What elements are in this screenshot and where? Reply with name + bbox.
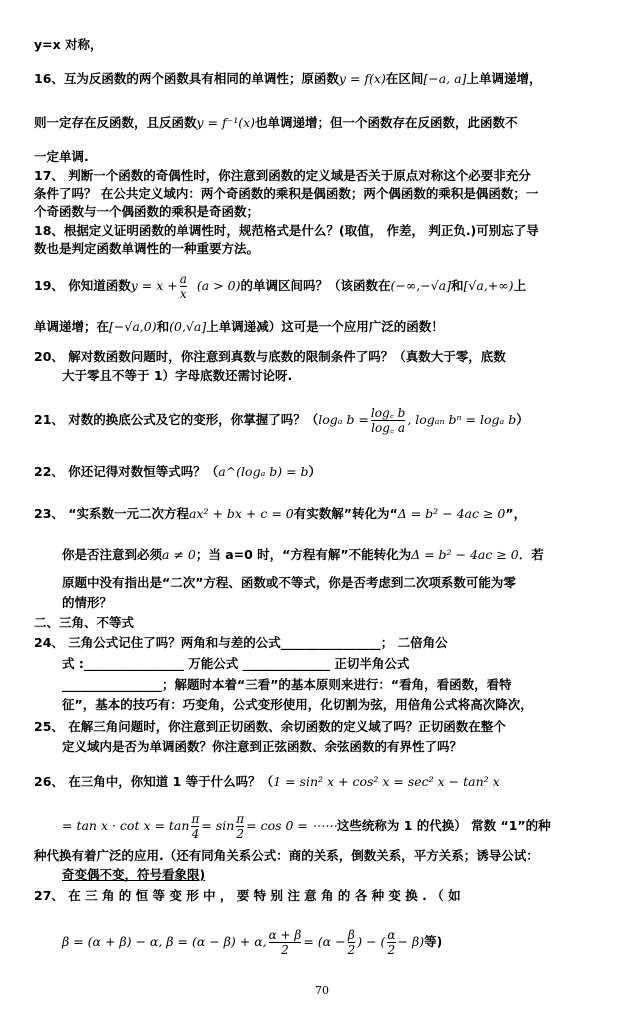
item-23-line-3: 原题中没有指出是“二次”方程、函数或不等式，你是否考虑到二次项系数可能为零 xyxy=(62,575,516,590)
item-23-line-1: 23、 “实系数一元二次方程ax² + bx + c = 0有实数解”转化为“Δ = b² − 4ac ≥ 0”， xyxy=(34,506,527,521)
text-line: y=x 对称， xyxy=(34,37,103,52)
item-24-line-1: 24、 三角公式记住了吗？两角和与差的公式________________； 二倍角公 xyxy=(34,635,448,650)
item-24-line-4: 征”，基本的技巧有：巧变角，公式变形使用，化切割为弦，用倍角公式将高次降次， xyxy=(62,697,533,712)
item-23-line-4: 的情形？ xyxy=(62,595,113,610)
item-25-line-2: 定义域内是否为单调函数？你注意到正弦函数、余弦函数的有界性了吗？ xyxy=(62,739,463,754)
item-22-line: 22、 你还记得对数恒等式吗？（a^(logₐ b) = b） xyxy=(34,464,322,479)
item-17-line-1: 17、 判断一个函数的奇偶性时，你注意到函数的定义域是否关于原点对称这个必要非充分 xyxy=(34,168,531,183)
item-19-line-1: 19、 你知道函数y = x + $\frac{a}{x}$ (a > 0)的单调区间吗？（该函数在(−∞,−√a]和[√a,+∞)上 xyxy=(34,272,527,301)
page-number: 70 xyxy=(315,984,329,997)
item-19-line-2: 单调递增；在[−√a,0)和(0,√a]上单调递减）这可是一个应用广泛的函数！ xyxy=(34,319,444,334)
item-27-line-2: β = (α + β) − α, β = (α − β) + α, $\frac{\alpha + \beta}{2}$ = (α − $\frac{\beta}{2}$ ) − ( $\frac{\alpha}{2}$ − β)等) xyxy=(62,928,443,957)
fraction: $\frac{\alpha}{2}$ xyxy=(387,928,396,957)
item-17-line-3: 个奇函数与一个偶函数的乘积是奇函数； xyxy=(34,204,260,219)
fraction: $\frac{\beta}{2}$ xyxy=(347,928,356,957)
item-26-line-2: = tan x · cot x = tan $\frac{\pi}{4}$ = sin $\frac{\pi}{2}$ = cos 0 = ⋯⋯这些统称为 1 的代换） 常数 “1”的种 xyxy=(62,812,551,841)
item-26-line-4: 奇变偶不变，符号看象限) xyxy=(62,867,206,882)
item-26-line-3: 种代换有着广泛的应用.（还有同角关系公式：商的关系，倒数关系，平方关系；诱导公试： xyxy=(34,848,539,863)
item-16-line-2: 则一定存在反函数，且反函数y = f⁻¹(x)也单调递增；但一个函数存在反函数，此函数不 xyxy=(34,115,518,130)
item-23-line-2: 你是否注意到必须a ≠ 0；当 a=0 时，“方程有解”不能转化为Δ = b² − 4ac ≥ 0．若 xyxy=(62,547,544,562)
fraction: $\frac{a}{x}$ xyxy=(179,272,187,301)
item-25-line-1: 25、 在解三角问题时，你注意到正切函数、余切函数的定义域了吗？正切函数在整个 xyxy=(34,719,506,734)
item-26-line-1: 26、 在三角中，你知道 1 等于什么吗？（1 = sin² x + cos² x = sec² x − tan² x xyxy=(34,774,500,789)
fraction: $\frac{\pi}{2}$ xyxy=(236,812,245,841)
item-18-line-1: 18、根据定义证明函数的单调性时，规范格式是什么？(取值， 作差， 判正负.)可别忘了导 xyxy=(34,223,539,238)
item-21-line: 21、 对数的换底公式及它的变形，你掌握了吗？（logₐ b = $\frac{\log꜀ b}{\log꜀ a}$ , logₐₙ bⁿ = logₐ b） xyxy=(34,406,529,435)
item-24-line-3: ________________；解题时本着“三看”的基本原则来进行：“看角，看函数，看特 xyxy=(62,677,512,692)
fraction: $\frac{\log꜀ b}{\log꜀ a}$ xyxy=(370,406,406,435)
item-16-line-1: 16、互为反函数的两个函数具有相同的单调性；原函数y = f(x)在区间[−a, a]上单调递增， xyxy=(34,71,542,86)
item-20-line-2: 大于零且不等于 1）字母底数还需讨论呀. xyxy=(62,368,293,383)
item-17-line-2: 条件了吗？ 在公共定义域内：两个奇函数的乘积是偶函数；两个偶函数的乘积是偶函数；一 xyxy=(34,186,539,201)
item-16-line-3: 一定单调. xyxy=(34,149,89,164)
fraction: $\frac{\pi}{4}$ xyxy=(191,812,200,841)
item-24-line-2: 式 :________________ 万能公式 ______________ 正切半角公式 xyxy=(62,656,410,671)
item-27-line-1: 27、 在 三 角 的 恒 等 变 形 中 ， 要 特 别 注 意 角 的 各 种 变 换 . （ 如 xyxy=(34,888,461,903)
item-20-line-1: 20、 解对数函数问题时，你注意到真数与底数的限制条件了吗？（真数大于零，底数 xyxy=(34,349,506,364)
fraction: $\frac{\alpha + \beta}{2}$ xyxy=(268,928,302,957)
item-18-line-2: 数也是判定函数单调性的一种重要方法。 xyxy=(34,241,260,256)
section-heading: 二、三角、不等式 xyxy=(34,615,135,630)
